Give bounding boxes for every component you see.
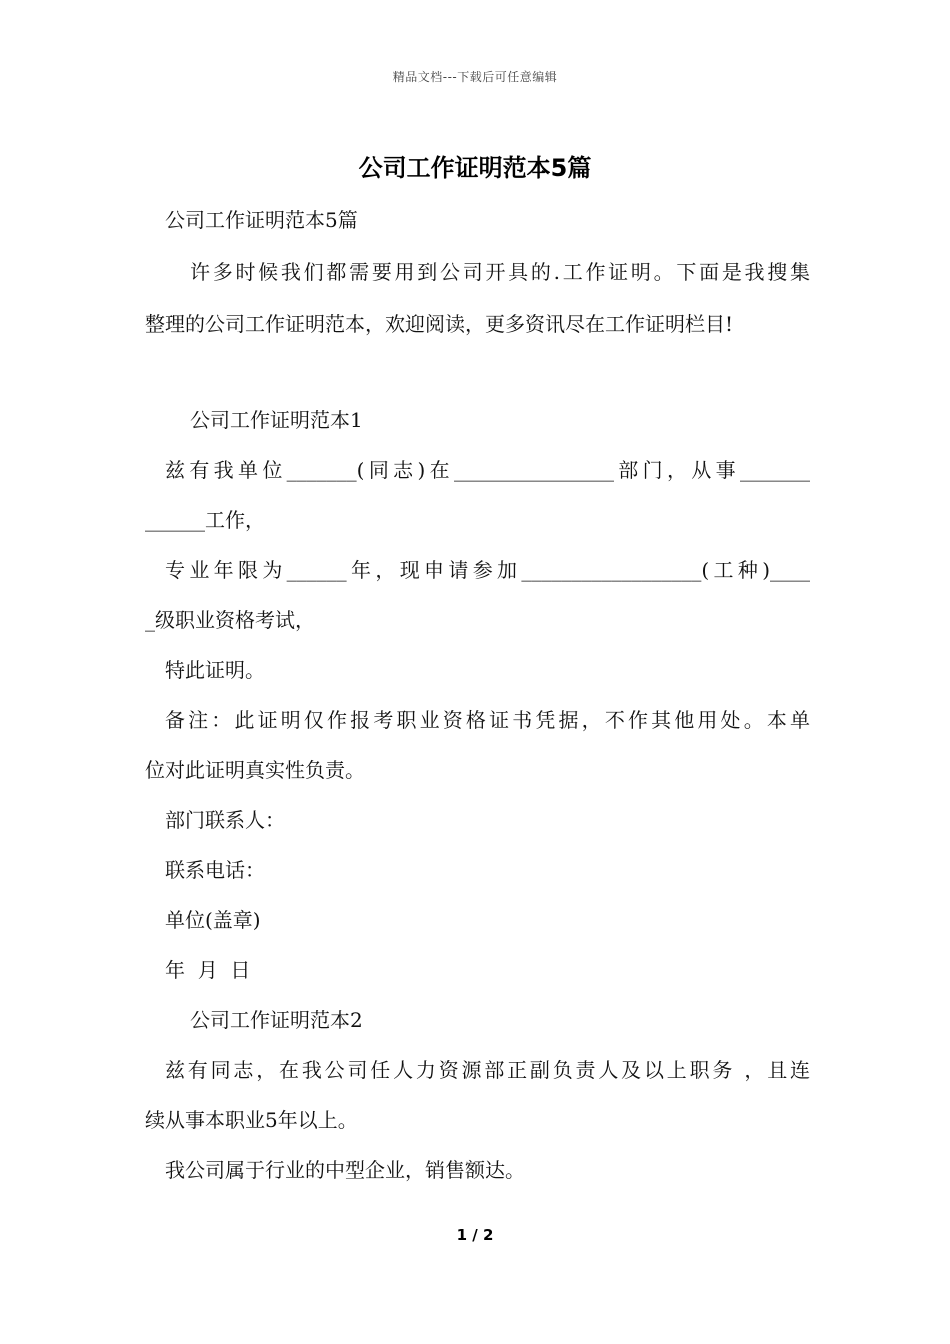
sample1-line: 联系电话： [165, 858, 265, 882]
intro-line-2: 整理的公司工作证明范本，欢迎阅读，更多资讯尽在工作证明栏目! [145, 312, 734, 336]
document-subtitle: 公司工作证明范本5篇 [165, 208, 358, 232]
sample2-line: 续从事本职业5年以上。 [145, 1108, 358, 1132]
sample1-line: 专业年限为______年，现申请参加__________________(工种)____ [165, 558, 810, 582]
sample1-line: 年 月 日 [165, 958, 251, 982]
sample1-line: _级职业资格考试， [145, 608, 315, 632]
sample2-line: 我公司属于行业的中型企业，销售额达。 [165, 1158, 525, 1182]
document-title: 公司工作证明范本5篇 [358, 154, 592, 182]
sample2-heading: 公司工作证明范本2 [190, 1008, 363, 1032]
page-number: 1 / 2 [456, 1226, 494, 1244]
sample1-line: 备注：此证明仅作报考职业资格证书凭据，不作其他用处。本单 [165, 708, 810, 732]
sample1-line: 部门联系人： [165, 808, 285, 832]
sample1-line: 兹有我单位_______(同志)在________________部门，从事_______ [165, 458, 810, 482]
header-note: 精品文档---下载后可任意编辑 [392, 70, 558, 84]
sample1-line: ______工作， [145, 508, 265, 532]
sample2-line: 兹有同志，在我公司任人力资源部正副负责人及以上职务 ，且连 [165, 1058, 810, 1082]
sample1-line: 特此证明。 [165, 658, 265, 682]
sample1-line: 单位(盖章) [165, 908, 261, 932]
sample1-line: 位对此证明真实性负责。 [145, 758, 365, 782]
sample1-heading: 公司工作证明范本1 [190, 408, 363, 432]
intro-line-1: 许多时候我们都需要用到公司开具的.工作证明。下面是我搜集 [190, 260, 810, 284]
